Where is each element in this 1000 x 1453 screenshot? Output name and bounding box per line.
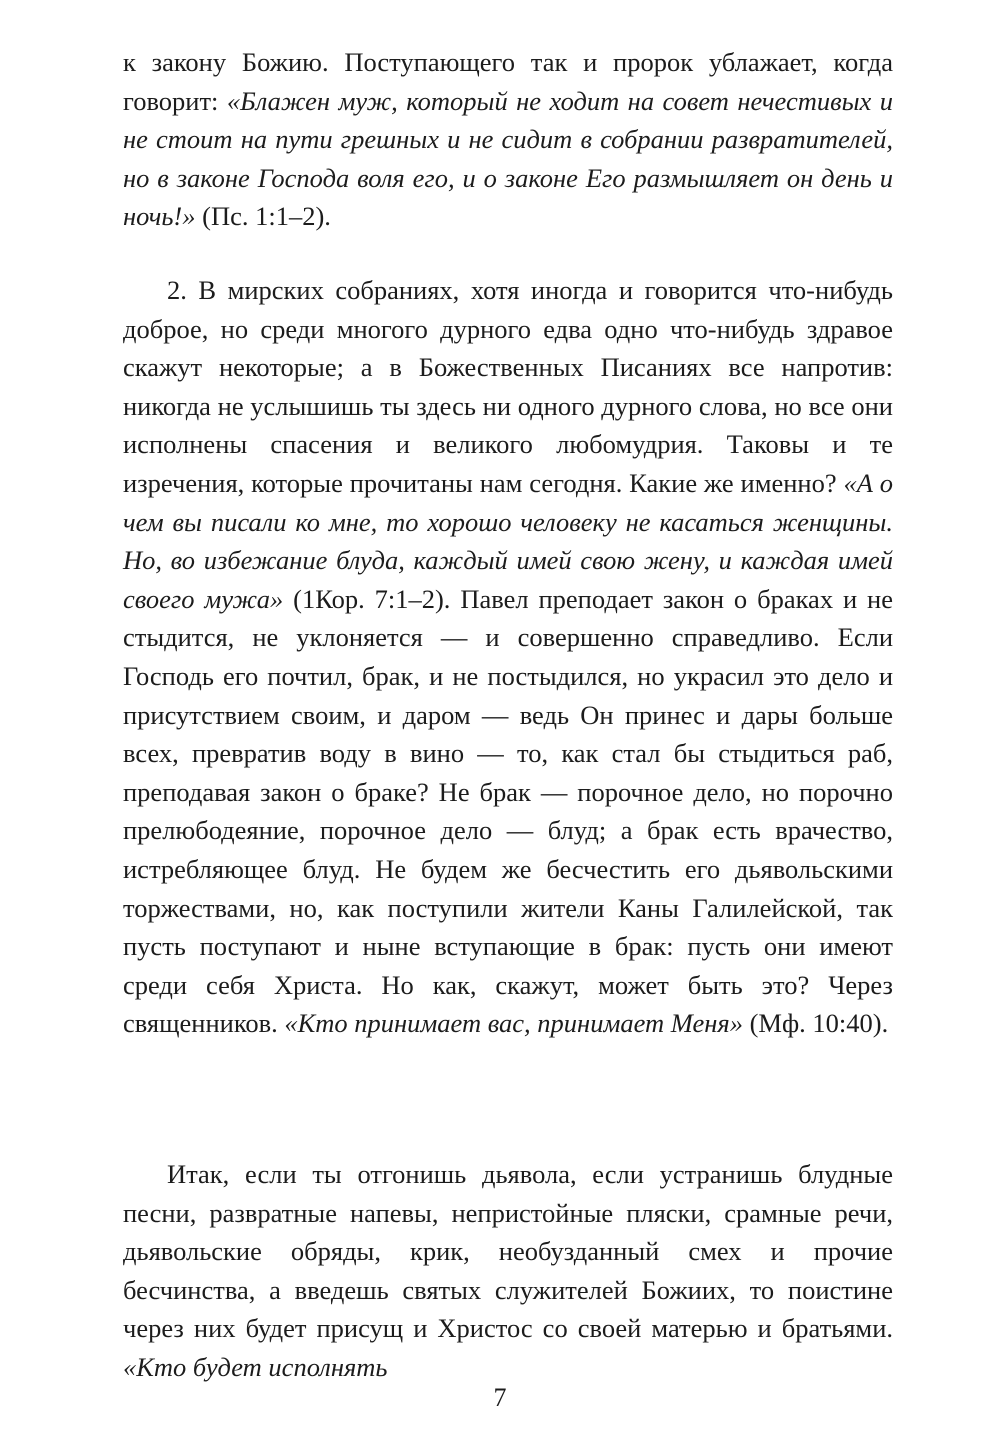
- matthew-quote: «Кто принимает вас, принимает Меня»: [284, 1008, 743, 1039]
- paragraph-1-text: к закону Божию. Поступающего так и пророк ублажает, когда говорит:: [123, 47, 893, 116]
- closing-quote-start: «Кто будет исполнять: [123, 1351, 388, 1382]
- corinthians-quote: «А о чем вы писали ко мне, то хорошо человеку не касаться женщины. Но, во избежание блуда, каждый имей свою жену, и каждая имей своего мужа»: [123, 467, 893, 614]
- matthew-reference: (Мф. 10:40).: [742, 1008, 889, 1039]
- page-number: 7: [493, 1383, 507, 1412]
- psalm-quote: «Блажен муж, который не ходит на совет нечестивых и не стоит на пути грешных и не сидит в собрании развратителей, но в законе Господа воля его, и о законе Его размышляет он день и ночь!»: [123, 85, 893, 232]
- paragraph-3-block: [123, 1155, 893, 1387]
- paragraph-2-text-start: 2. В мирских собраниях, хотя иногда и говорится что-нибудь доброе, но среди многого дурного едва одно что-нибудь здравое скажут некоторые; а в Божественных Писаниях все напротив: никогда не услышишь ты здесь ни одного дурного слова, но все они исполнены спасения и великого любомудрия. Таковы и те изречения, которые прочитаны нам сегодня. Какие же именно?: [123, 275, 893, 498]
- paragraph-3-text: Итак, если ты отгонишь дьявола, если устранишь блудные песни, развратные напевы, непристойные пляски, срамные речи, дьявольские обряды, крик, необузданный смех и прочие бесчинства, а введешь святых служителей Божиих, то поистине через них будет присущ и Христос со своей матерью и братьями.: [123, 1159, 893, 1344]
- paragraph-2: [123, 271, 893, 1043]
- paragraph-continuation: [123, 43, 893, 236]
- paragraph-2-text-middle: (1Кор. 7:1–2). Павел преподает закон о браках и не стыдится, не уклоняется — и совершенно справедливо. Если Господь его почтил, брак, и не постыдился, но украсил это дело и присутствием своим, и даром — ведь Он принес и дары больше всех, превратив воду в вино — то, как стал бы стыдиться раб, преподавая закон о браке? Не брак — порочное дело, но порочно прелюбодеяние, порочное дело — блуд; а брак есть врачество, истребляющее блуд. Не будем же бесчестить его дьявольскими торжествами, но, как поступили жители Каны Галилейской, так пусть поступают и ныне вступающие в брак: пусть они имеют среди себя Христа. Но как, скажут, может быть это? Через священников.: [123, 583, 893, 1039]
- paragraph-1: [123, 43, 893, 236]
- section-2: [123, 271, 893, 1043]
- psalm-reference: (Пс. 1:1–2).: [195, 201, 331, 232]
- paragraph-3: [123, 1155, 893, 1387]
